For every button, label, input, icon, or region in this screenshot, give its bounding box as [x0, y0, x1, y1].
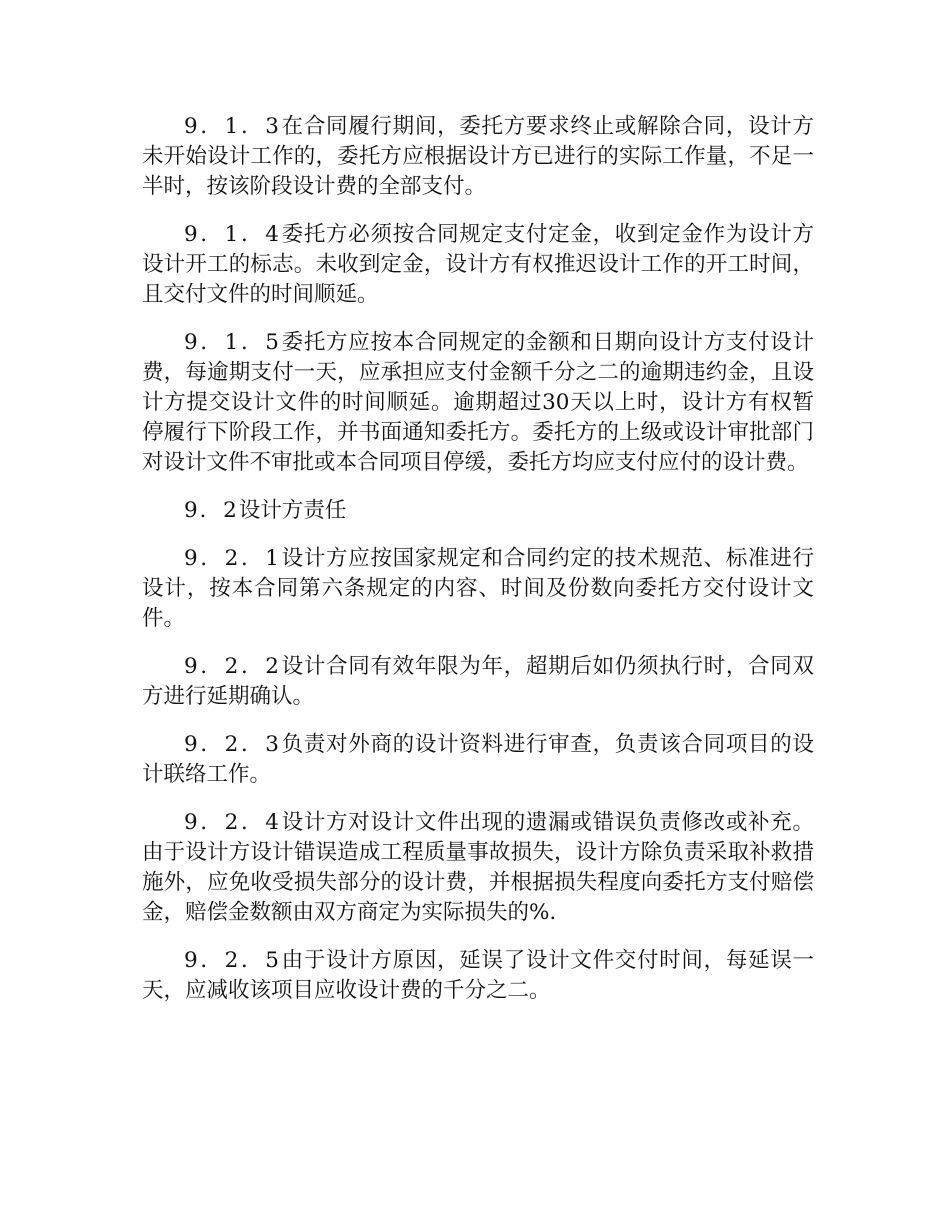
clause-number: 9．2．3	[184, 732, 281, 757]
clause-number: 9．2．5	[184, 948, 281, 973]
clause-text: 委托方必须按合同规定支付定金，收到定金作为设计方设计开工的标志。未收到定金，设计方有权推迟设计工作的开工时间，且交付文件的时间顺延。	[142, 222, 814, 307]
clause-number: 9．2．4	[184, 810, 281, 835]
clause-number: 9．1．3	[184, 114, 281, 139]
clause-number: 9．1．4	[184, 222, 281, 247]
clause-9-2-1	[142, 544, 814, 634]
clause-text: 设计方对设计文件出现的遗漏或错误负责修改或补充。由于设计方设计错误造成工程质量事故损失，设计方除负责采取补救措施外，应免收受损失部分的设计费，并根据损失程度向委托方支付赔偿金，赔偿金数额由双方商定为实际损失的%.	[142, 810, 814, 925]
section-number: 9．2	[184, 498, 239, 523]
clause-9-2-4	[142, 808, 814, 928]
clause-text: 委托方应按本合同规定的金额和日期向设计方支付设计费，每逾期支付一天，应承担应支付金额千分之二的逾期违约金，且设计方提交设计文件的时间顺延。逾期超过30天以上时，设计方有权暂停履行下阶段工作，并书面通知委托方。委托方的上级或设计审批部门对设计文件不审批或本合同项目停缓，委托方均应支付应付的设计费。	[142, 330, 814, 475]
clause-text: 设计合同有效年限为年，超期后如仍须执行时，合同双方进行延期确认。	[142, 654, 814, 709]
clause-number: 9．2．1	[184, 546, 281, 571]
clause-9-1-4	[142, 220, 814, 310]
clause-text: 负责对外商的设计资料进行审查，负责该合同项目的设计联络工作。	[142, 732, 814, 787]
clause-number: 9．2．2	[184, 654, 281, 679]
section-9-2-heading	[142, 496, 814, 526]
document-page	[142, 112, 814, 1024]
clause-number: 9．1．5	[184, 330, 281, 355]
clause-9-1-5	[142, 328, 814, 478]
clause-text: 设计方应按国家规定和合同约定的技术规范、标准进行设计，按本合同第六条规定的内容、时间及份数向委托方交付设计文件。	[142, 546, 814, 631]
clause-9-2-3	[142, 730, 814, 790]
clause-text: 在合同履行期间，委托方要求终止或解除合同，设计方未开始设计工作的，委托方应根据设计方已进行的实际工作量，不足一半时，按该阶段设计费的全部支付。	[142, 114, 814, 199]
clause-text: 由于设计方原因，延误了设计文件交付时间，每延误一天，应减收该项目应收设计费的千分之二。	[142, 948, 814, 1003]
clause-9-2-2	[142, 652, 814, 712]
clause-9-2-5	[142, 946, 814, 1006]
clause-9-1-3	[142, 112, 814, 202]
section-title: 设计方责任	[238, 498, 347, 523]
